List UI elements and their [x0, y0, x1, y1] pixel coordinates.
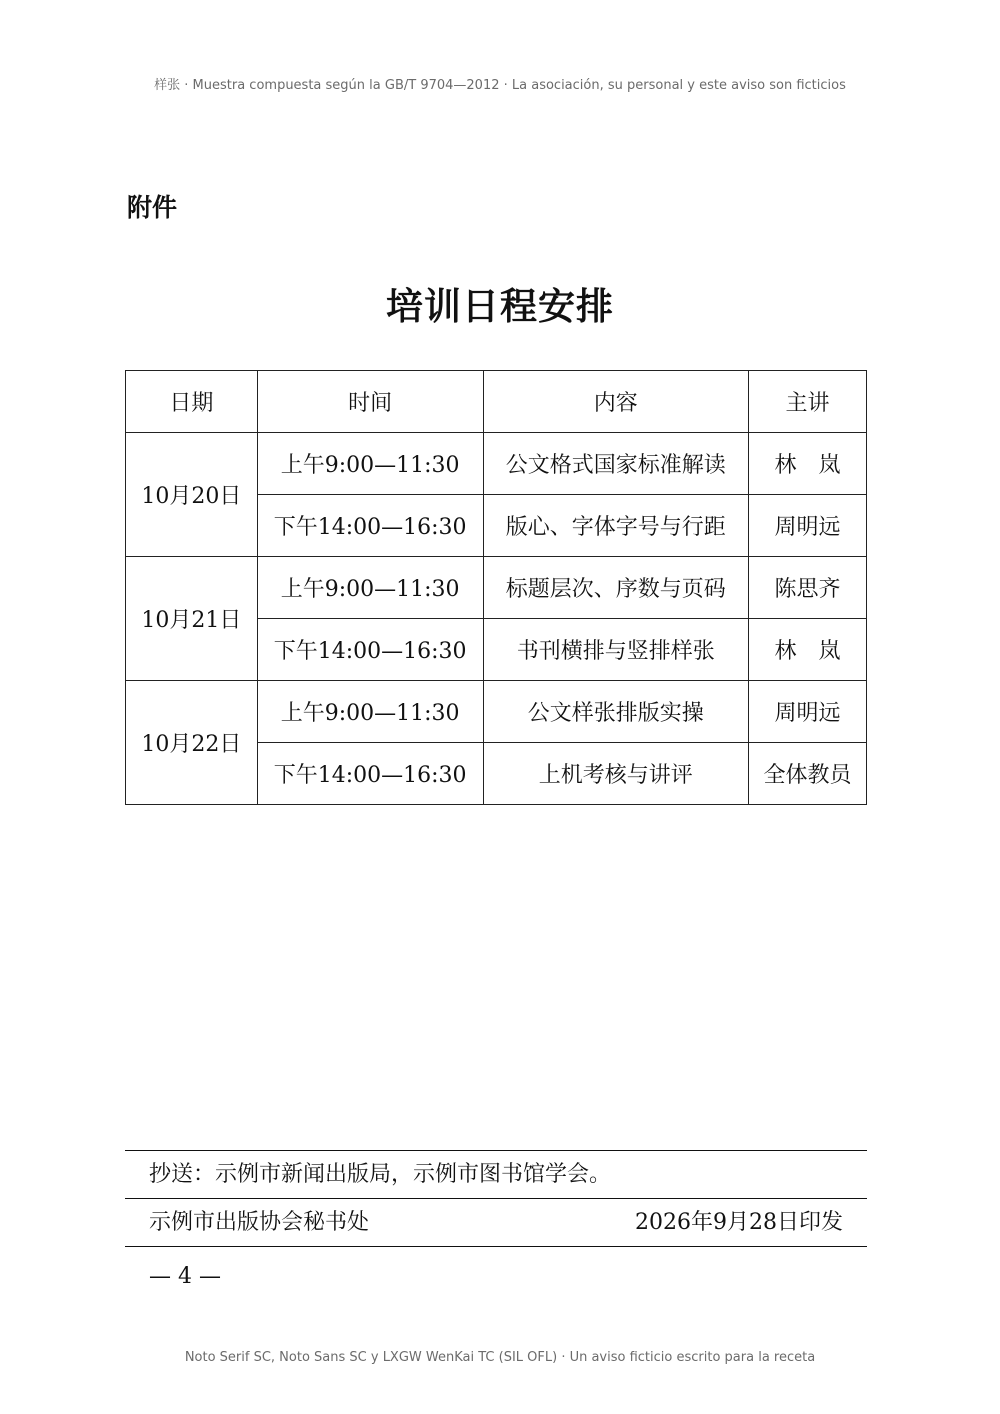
- header-content: 内容: [483, 371, 749, 433]
- time-cell: 上午9:00—11:30: [257, 557, 483, 619]
- time-cell: 下午14:00—16:30: [257, 743, 483, 805]
- header-date: 日期: [126, 371, 258, 433]
- footer-note: Noto Serif SC, Noto Sans SC y LXGW WenKai TC (SIL OFL) · Un aviso ficticio escrito para la receta: [184, 1350, 816, 1365]
- issuer-name: 示例市出版协会秘书处: [149, 1210, 370, 1235]
- content-cell: 标题层次、序数与页码: [483, 557, 749, 619]
- table-row: [126, 557, 867, 619]
- time-cell: 上午9:00—11:30: [257, 681, 483, 743]
- issue-date: 2026年9月28日印发: [635, 1210, 843, 1235]
- time-cell: 上午9:00—11:30: [257, 433, 483, 495]
- table-row: [126, 433, 867, 495]
- speaker-cell: 全体教员: [749, 743, 867, 805]
- issuer-line: [125, 1199, 867, 1246]
- page-number: — 4 —: [149, 1264, 221, 1289]
- document-title: 培训日程安排: [386, 284, 614, 328]
- distribution-block: [125, 1150, 867, 1247]
- table-row: [126, 681, 867, 743]
- table-header-row: [126, 371, 867, 433]
- content-cell: 上机考核与讲评: [483, 743, 749, 805]
- date-cell: 10月21日: [126, 557, 258, 681]
- speaker-cell: 林 岚: [749, 433, 867, 495]
- header-time: 时间: [257, 371, 483, 433]
- date-cell: 10月20日: [126, 433, 258, 557]
- time-cell: 下午14:00—16:30: [257, 619, 483, 681]
- speaker-cell: 周明远: [749, 495, 867, 557]
- content-cell: 书刊横排与竖排样张: [483, 619, 749, 681]
- header-note: 样张 · Muestra compuesta según la GB/T 9704—2012 · La asociación, su personal y este aviso son ficticios: [154, 78, 846, 93]
- content-cell: 公文格式国家标准解读: [483, 433, 749, 495]
- time-cell: 下午14:00—16:30: [257, 495, 483, 557]
- schedule-table: [125, 370, 867, 805]
- header-speaker: 主讲: [749, 371, 867, 433]
- date-cell: 10月22日: [126, 681, 258, 805]
- cc-line: 抄送：示例市新闻出版局，示例市图书馆学会。: [149, 1162, 612, 1187]
- speaker-cell: 林 岚: [749, 619, 867, 681]
- bottom-rule: [125, 1246, 867, 1247]
- content-cell: 公文样张排版实操: [483, 681, 749, 743]
- speaker-cell: 陈思齐: [749, 557, 867, 619]
- speaker-cell: 周明远: [749, 681, 867, 743]
- attachment-label: 附件: [127, 193, 178, 222]
- content-cell: 版心、字体字号与行距: [483, 495, 749, 557]
